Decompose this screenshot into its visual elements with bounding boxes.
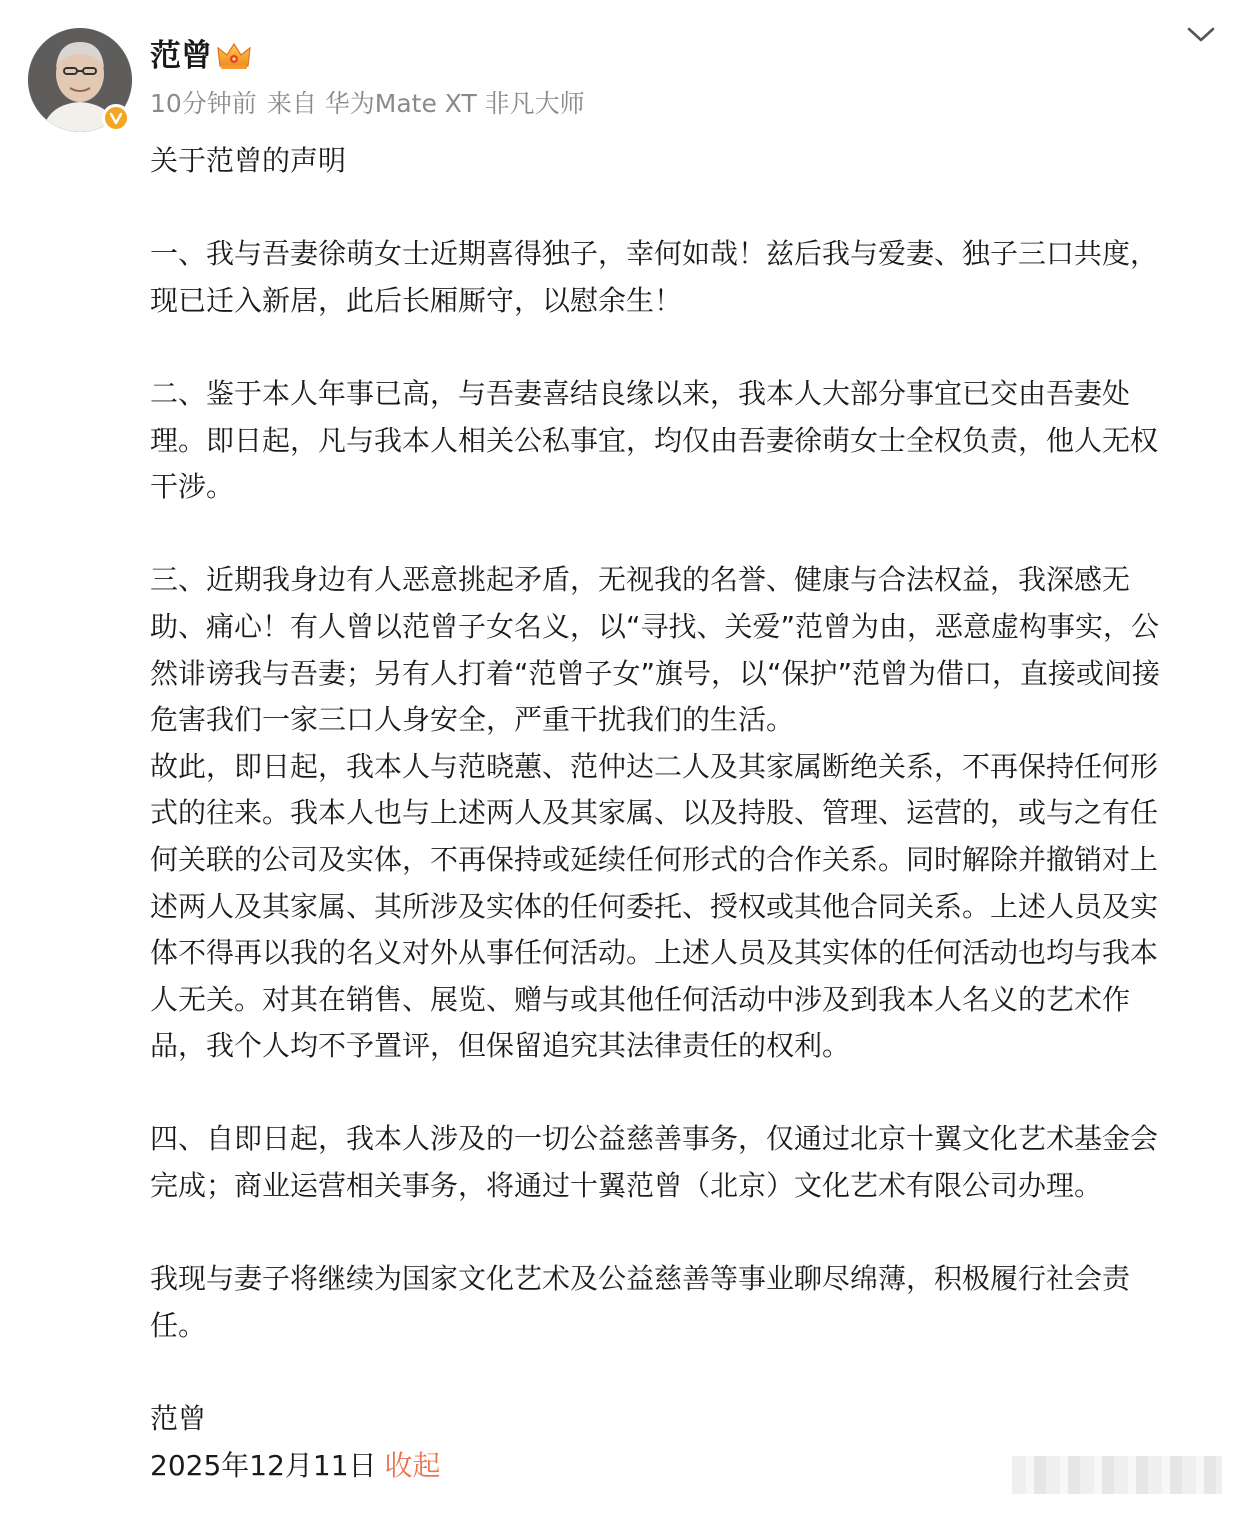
paragraph-3: 三、近期我身边有人恶意挑起矛盾，无视我的名誉、健康与合法权益，我深感无 助、痛心！有人曾以范曾子女名义，以“寻找、关爱”范曾为由，恶意虚构事实，公 然诽谤我与吾妻；另有人打着“范曾子女”旗号，以“保护”范曾为借口，直接或间接 危害我们一家三口人身安全，严重干扰我们的生活。 [150,563,1161,737]
collapse-link[interactable]: 收起 [384,1448,441,1482]
verified-v-icon [108,110,124,126]
blurred-watermark [1012,1456,1222,1494]
signature-date: 2025年12月11日 [150,1448,377,1482]
post-meta [150,86,595,122]
paragraph-2: 二、鉴于本人年事已高，与吾妻喜结良缘以来，我本人大部分事宜已交由吾妻处 理。即日起，凡与我本人相关公私事宜，均仅由吾妻徐萌女士全权负责，他人无权 干涉。 [150,376,1159,504]
crown-badge-icon[interactable] [216,40,252,72]
paragraph-5: 我现与妻子将继续为国家文化艺术及公益慈善等事业聊尽绵薄，积极履行社会责 任。 [150,1262,1131,1342]
chevron-down-icon[interactable] [1184,22,1218,48]
post-source[interactable]: 来自 华为Mate XT 非凡大师 [266,89,585,118]
paragraph-3-continued: 故此，即日起，我本人与范晓蕙、范仲达二人及其家属断绝关系，不再保持任何形 式的往来。我本人也与上述两人及其家属、以及持股、管理、运营的，或与之有任 何关联的公司及实体，不再保持或延续任何形式的合作关系。同时解除并撤销对上 述两人及其家属、其所涉及实体的任何委托、授权或其他合同关系。上述人员及实 体不得再以我的名义对外从事任何活动。上述人员及其实体的任何活动也均与我本 人无关。对其在销售、展览、赠与或其他任何活动中涉及到我本人名义的艺术作 品，我个人均不予置评，但保留追究其法律责任的权利。 [150,749,1159,1063]
signature: 范曾 [150,1402,207,1436]
paragraph-1: 一、我与吾妻徐萌女士近期喜得独子，幸何如哉！兹后我与爱妻、独子三口共度， 现已迁入新居，此后长厢厮守，以慰余生！ [150,237,1159,317]
post-title: 关于范曾的声明 [150,144,347,177]
username[interactable]: 范曾 [150,38,212,74]
verified-badge [102,104,130,132]
paragraph-4: 四、自即日起，我本人涉及的一切公益慈善事务，仅通过北京十翼文化艺术基金会 完成；商业运营相关事务，将通过十翼范曾（北京）文化艺术有限公司办理。 [150,1122,1159,1203]
post-time: 10分钟前 [150,89,257,118]
post-body [150,138,1220,1489]
